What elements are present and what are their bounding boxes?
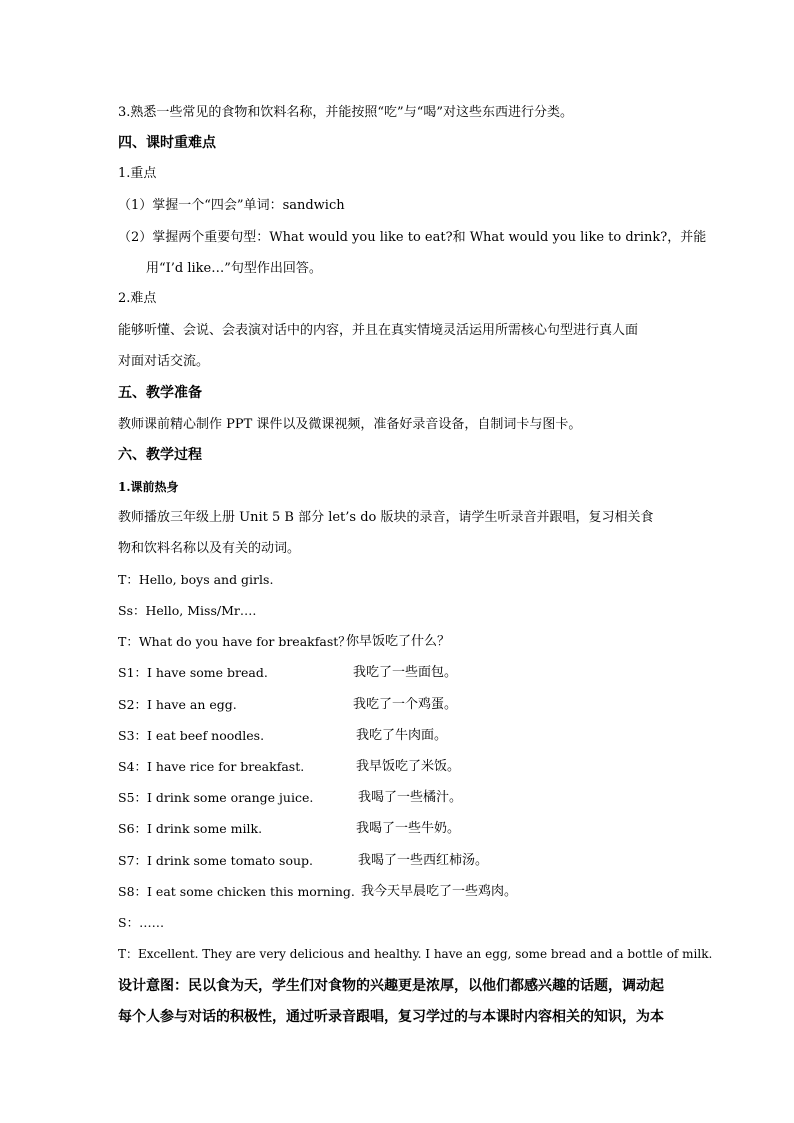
key-point-2-line2: 用“I’d like…”句型作出回答。 (146, 261, 322, 276)
section-heading-4: 四、课时重难点 (118, 135, 216, 151)
dialogue-line-cn: 我喝了一些橘汁。 (358, 790, 463, 805)
dialogue-line-cn: 我吃了一些面包。 (353, 665, 458, 680)
dialogue-line-en: T：Excellent. They are very delicious and healthy. I have an egg, some bread and a bottle of milk. (118, 947, 713, 961)
dialogue-line-cn: 我早饭吃了米饭。 (356, 759, 461, 774)
dialogue-line-en: S：…… (118, 915, 165, 930)
dialogue-line-en: T：What do you have for breakfast？ (118, 634, 351, 649)
dialogue-line-cn: 我吃了牛肉面。 (356, 728, 448, 743)
dialogue-line-en: S4：I have rice for breakfast. (118, 759, 305, 774)
dialogue-line-en: S1：I have some bread. (118, 665, 268, 680)
design-intent-line2: 每个人参与对话的积极性，通过听录音跟唱，复习学过的与本课时内容相关的知识，为本 (118, 1009, 664, 1025)
key-point-1: （1）掌握一个“四会”单词：sandwich (118, 198, 345, 213)
difficulty-line1: 能够听懂、会说、会表演对话中的内容，并且在真实情境灵活运用所需核心句型进行真人面 (118, 323, 639, 338)
subheading-difficulties: 2.难点 (118, 291, 157, 306)
dialogue-line-cn: 我喝了一些牛奶。 (356, 821, 461, 836)
section-heading-6: 六、教学过程 (118, 447, 202, 463)
key-point-2-line1: （2）掌握两个重要句型：What would you like to eat?和 What would you like to drink?，并能 (118, 230, 707, 245)
dialogue-line-en: S5：I drink some orange juice. (118, 790, 314, 805)
dialogue-line-en: S6：I drink some milk. (118, 821, 263, 836)
dialogue-line-cn: 你早饭吃了什么？ (346, 634, 451, 649)
section-heading-5: 五、教学准备 (118, 385, 202, 401)
paragraph-goal-3: 3.熟悉一些常见的食物和饮料名称，并能按照“吃”与“喝”对这些东西进行分类。 (118, 105, 573, 120)
dialogue-line-en: S2：I have an egg. (118, 697, 237, 712)
preparation-text: 教师课前精心制作 PPT 课件以及微课视频，准备好录音设备，自制词卡与图卡。 (118, 417, 582, 432)
dialogue-line-en: Ss：Hello, Miss/Mr…. (118, 603, 257, 618)
warmup-line1: 教师播放三年级上册 Unit 5 B 部分 let’s do 版块的录音，请学生听录音并跟唱，复习相关食 (118, 510, 654, 525)
dialogue-line-cn: 我吃了一个鸡蛋。 (353, 697, 458, 712)
dialogue-line-en: S8：I eat some chicken this morning. (118, 884, 355, 899)
step-warmup-heading: 1.课前热身 (118, 480, 179, 494)
warmup-line2: 物和饮料名称以及有关的动词。 (118, 541, 301, 556)
subheading-key-points: 1.重点 (118, 166, 157, 181)
dialogue-line-cn: 我今天早晨吃了一些鸡肉。 (361, 884, 518, 899)
dialogue-line-en: S3：I eat beef noodles. (118, 728, 265, 743)
difficulty-line2: 对面对话交流。 (118, 354, 210, 369)
dialogue-line-cn: 我喝了一些西红柿汤。 (358, 853, 489, 868)
dialogue-line-en: S7：I drink some tomato soup. (118, 853, 314, 868)
dialogue-line-en: T：Hello, boys and girls. (118, 572, 274, 587)
design-intent-line1: 设计意图：民以食为天，学生们对食物的兴趣更是浓厚，以他们都感兴趣的话题，调动起 (118, 978, 664, 994)
